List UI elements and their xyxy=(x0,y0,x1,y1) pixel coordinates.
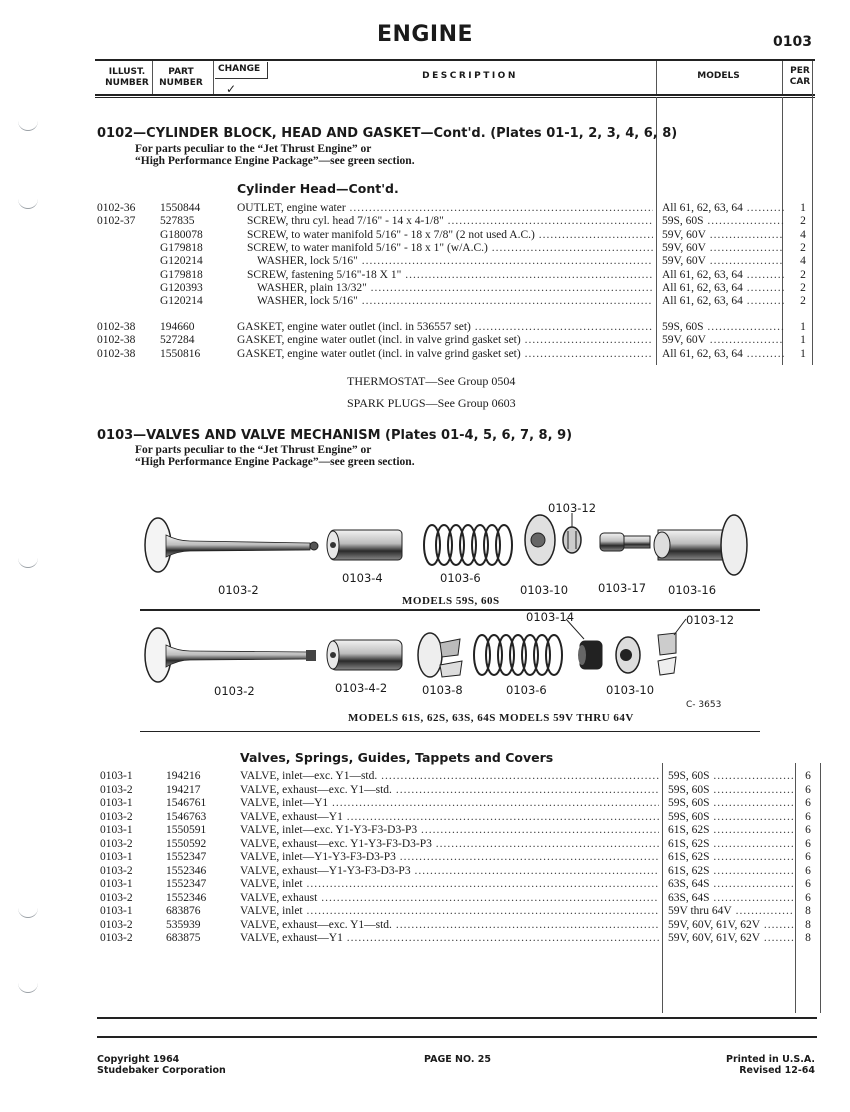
illust-number: 0102-36 xyxy=(97,202,136,214)
callout-label: 0103-4-2 xyxy=(335,681,388,695)
callout-label: 0103-4 xyxy=(342,571,383,585)
per-car: 2 xyxy=(800,268,806,281)
illust-number: 0103-1 xyxy=(100,851,133,863)
copyright: Copyright 1964 Studebaker Corporation xyxy=(97,1054,226,1076)
models: 59S, 60S ..... xyxy=(668,784,794,797)
per-car: 2 xyxy=(800,241,806,254)
per-car: 6 xyxy=(805,783,811,796)
per-car: 6 xyxy=(805,837,811,850)
table-row xyxy=(0,797,850,810)
illust-number: 0102-38 xyxy=(97,334,136,347)
section-note: For parts peculiar to the “Jet Thrust Engine” or “High Performance Engine Package”—see green section. xyxy=(135,444,415,468)
models: 59S, 60S ..... xyxy=(662,215,784,228)
illust-number: 0103-1 xyxy=(100,797,133,809)
illust-number: 0103-2 xyxy=(100,837,133,850)
table-row xyxy=(0,919,850,932)
models: All 61, 62, 63, 64 ..... xyxy=(662,269,784,282)
part-number: 1552347 xyxy=(166,851,207,863)
divider-line xyxy=(97,1017,817,1019)
part-number: 1550591 xyxy=(166,824,207,836)
callout-label: 0103-14 xyxy=(526,610,575,624)
description: VALVE, exhaust—exc. Y1—std. ..... xyxy=(240,919,659,932)
valve-part xyxy=(145,518,318,572)
illust-number: 0103-2 xyxy=(100,932,133,944)
per-car: 6 xyxy=(805,851,811,863)
valve-rotator-part xyxy=(566,619,602,669)
part-number: 194217 xyxy=(166,783,201,796)
callout-label: 0103-6 xyxy=(506,683,547,697)
description: VALVE, exhaust—Y1 ..... xyxy=(240,811,659,824)
part-number: 1552346 xyxy=(166,891,207,904)
binder-hole-mark xyxy=(18,980,38,993)
figure-code: C- 3653 xyxy=(686,700,722,710)
illust-number: 0103-2 xyxy=(100,918,133,931)
models: 59V, 60V ..... xyxy=(662,229,784,242)
table-row xyxy=(0,838,850,851)
table-row xyxy=(0,255,850,268)
subhead-valves: Valves, Springs, Guides, Tappets and Covers xyxy=(240,750,554,765)
models: 61S, 62S ..... xyxy=(668,838,794,851)
valve-spring-part xyxy=(424,525,512,565)
per-car: 1 xyxy=(800,347,806,360)
part-number: G120214 xyxy=(160,255,203,268)
callout-label: 0103-16 xyxy=(668,583,717,597)
part-number: 527284 xyxy=(160,334,195,347)
divider-line xyxy=(140,731,760,732)
models: 61S, 62S ..... xyxy=(668,851,794,864)
models: All 61, 62, 63, 64 ..... xyxy=(662,295,784,308)
table-row xyxy=(0,932,850,945)
part-number: 1550844 xyxy=(160,202,201,214)
part-number: 1550816 xyxy=(160,347,201,360)
per-car: 1 xyxy=(800,321,806,333)
per-car: 2 xyxy=(800,281,806,294)
divider-line xyxy=(97,1036,817,1038)
page-title: ENGINE xyxy=(376,22,474,47)
models: 59V, 60V, 61V, 62V ..... xyxy=(668,919,794,932)
crossref-spark-plugs: SPARK PLUGS—See Group 0603 xyxy=(347,396,516,410)
illust-number: 0103-1 xyxy=(100,905,133,917)
models: 59S, 60S ..... xyxy=(668,770,794,783)
description: VALVE, exhaust ..... xyxy=(240,892,659,905)
binder-hole-mark xyxy=(18,555,38,568)
description: VALVE, exhaust—exc. Y1-Y3-F3-D3-P3 ..... xyxy=(240,838,659,851)
illust-number: 0103-1 xyxy=(100,878,133,890)
header-models: MODELS xyxy=(697,71,740,81)
header-change: CHANGE xyxy=(218,64,261,74)
binder-hole-mark xyxy=(18,118,38,131)
page-number: PAGE NO. 25 xyxy=(424,1054,491,1065)
models: 59V, 60V ..... xyxy=(662,255,784,268)
table-row xyxy=(0,215,850,228)
table-row xyxy=(0,784,850,797)
part-number: G179818 xyxy=(160,241,203,254)
valve-retainer-part xyxy=(616,637,640,673)
part-number: 1552346 xyxy=(166,864,207,877)
group-code: 0103 xyxy=(773,34,812,50)
part-number: G179818 xyxy=(160,268,203,281)
models: All 61, 62, 63, 64 ..... xyxy=(662,202,784,215)
per-car: 6 xyxy=(805,810,811,823)
table-row xyxy=(0,242,850,255)
section-note: For parts peculiar to the “Jet Thrust Engine” or “High Performance Engine Package”—see green section. xyxy=(135,143,415,167)
description: WASHER, lock 5/16" ..... xyxy=(257,295,653,308)
description: VALVE, inlet—exc. Y1—std. ..... xyxy=(240,770,659,783)
part-number: G120214 xyxy=(160,295,203,308)
per-car: 8 xyxy=(805,905,811,917)
header-per-car: PER CAR xyxy=(789,66,811,87)
part-number: 527835 xyxy=(160,215,195,228)
valve-seal-part xyxy=(418,633,462,677)
models: 59S, 60S ..... xyxy=(668,811,794,824)
description: SCREW, to water manifold 5/16" - 18 x 1" (w/A.C.) ..... xyxy=(247,242,653,255)
illust-number: 0103-2 xyxy=(100,810,133,823)
valve-spring-part xyxy=(474,635,562,675)
table-row xyxy=(0,878,850,891)
models: 59S, 60S ..... xyxy=(662,321,784,334)
callout-label: 0103-12 xyxy=(686,613,735,627)
table-row xyxy=(0,905,850,918)
valve-retainer-part xyxy=(525,515,555,565)
part-number: 1552347 xyxy=(166,878,207,890)
print-info: Printed in U.S.A. Revised 12-64 xyxy=(726,1054,815,1076)
models: 63S, 64S ..... xyxy=(668,878,794,891)
models: 61S, 62S ..... xyxy=(668,824,794,837)
table-row xyxy=(0,321,850,334)
description: VALVE, inlet ..... xyxy=(240,878,659,891)
models: 59V, 60V, 61V, 62V ..... xyxy=(668,932,794,945)
part-number: 683875 xyxy=(166,932,201,944)
description: GASKET, engine water outlet (incl. in valve grind gasket set) ..... xyxy=(237,334,653,347)
valve-part xyxy=(145,628,316,682)
header-part-number: PART NUMBER xyxy=(159,67,203,88)
description: SCREW, to water manifold 5/16" - 18 x 7/8" (2 not used A.C.) ..... xyxy=(247,229,653,242)
illust-number: 0103-2 xyxy=(100,891,133,904)
tappet-adjuster-part xyxy=(600,533,650,551)
header-description: DESCRIPTION xyxy=(422,71,518,81)
part-number: 194216 xyxy=(166,770,201,782)
section-title-0103: 0103—VALVES AND VALVE MECHANISM (Plates 01-4, 5, 6, 7, 8, 9) xyxy=(97,428,573,443)
description: VALVE, exhaust—exc. Y1—std. ..... xyxy=(240,784,659,797)
per-car: 6 xyxy=(805,797,811,809)
per-car: 6 xyxy=(805,824,811,836)
table-row xyxy=(0,269,850,282)
part-number: 683876 xyxy=(166,905,201,917)
models: 59V, 60V ..... xyxy=(662,242,784,255)
illust-number: 0103-1 xyxy=(100,824,133,836)
section-title-0102: 0102—CYLINDER BLOCK, HEAD AND GASKET—Cont'd. (Plates 01-1, 2, 3, 4, 6, 8) xyxy=(97,126,678,141)
part-number: G120393 xyxy=(160,281,203,294)
per-car: 6 xyxy=(805,878,811,890)
table-row xyxy=(0,865,850,878)
table-row xyxy=(0,202,850,215)
valve-lock-part xyxy=(563,513,581,553)
description: SCREW, fastening 5/16"-18 X 1" ..... xyxy=(247,269,653,282)
description: VALVE, inlet—Y1 ..... xyxy=(240,797,659,810)
per-car: 1 xyxy=(800,334,806,347)
diagram-caption: MODELS 59S, 60S xyxy=(402,595,500,607)
per-car: 4 xyxy=(800,228,806,241)
part-number: 1546761 xyxy=(166,797,207,809)
part-number: G180078 xyxy=(160,228,203,241)
table-row xyxy=(0,295,850,308)
models: All 61, 62, 63, 64 ..... xyxy=(662,348,784,361)
per-car: 4 xyxy=(800,255,806,268)
callout-label: 0103-2 xyxy=(214,684,255,698)
checkmark-icon: ✓ xyxy=(226,82,237,96)
per-car: 1 xyxy=(800,202,806,214)
description: GASKET, engine water outlet (incl. in 536557 set) ..... xyxy=(237,321,653,334)
illust-number: 0103-2 xyxy=(100,864,133,877)
description: VALVE, inlet—Y1-Y3-F3-D3-P3 ..... xyxy=(240,851,659,864)
description: VALVE, inlet—exc. Y1-Y3-F3-D3-P3 ..... xyxy=(240,824,659,837)
description: VALVE, exhaust—Y1 ..... xyxy=(240,932,659,945)
part-number: 1550592 xyxy=(166,837,207,850)
subhead-cylinder-head: Cylinder Head—Cont'd. xyxy=(237,181,399,196)
part-number: 1546763 xyxy=(166,810,207,823)
table-row xyxy=(0,282,850,295)
models: 59V thru 64V ..... xyxy=(668,905,794,918)
table-row xyxy=(0,348,850,361)
header-illust-number: ILLUST. NUMBER xyxy=(105,67,149,88)
illust-number: 0102-38 xyxy=(97,321,136,333)
table-row xyxy=(0,770,850,783)
table-row xyxy=(0,824,850,837)
models: 59V, 60V ..... xyxy=(662,334,784,347)
valve-mechanism-illustration xyxy=(130,495,780,730)
description: SCREW, thru cyl. head 7/16" - 14 x 4-1/8" ..... xyxy=(247,215,653,228)
description: WASHER, plain 13/32" ..... xyxy=(257,282,653,295)
valve-guide-part xyxy=(327,530,402,560)
callout-label: 0103-10 xyxy=(520,583,569,597)
crossref-thermostat: THERMOSTAT—See Group 0504 xyxy=(347,374,516,388)
per-car: 8 xyxy=(805,932,811,944)
per-car: 2 xyxy=(800,295,806,308)
description: GASKET, engine water outlet (incl. in valve grind gasket set) ..... xyxy=(237,348,653,361)
models: 61S, 62S ..... xyxy=(668,865,794,878)
tappet-part xyxy=(654,515,747,575)
models: All 61, 62, 63, 64 ..... xyxy=(662,282,784,295)
valve-lock-part xyxy=(658,619,686,675)
part-number: 194660 xyxy=(160,321,195,333)
description: VALVE, inlet ..... xyxy=(240,905,659,918)
callout-label: 0103-8 xyxy=(422,683,463,697)
table-row xyxy=(0,811,850,824)
models: 59S, 60S ..... xyxy=(668,797,794,810)
callout-label: 0103-17 xyxy=(598,581,647,595)
valve-guide-part xyxy=(327,640,402,670)
table-row xyxy=(0,851,850,864)
illust-number: 0103-2 xyxy=(100,783,133,796)
table-row xyxy=(0,334,850,347)
callout-label: 0103-6 xyxy=(440,571,481,585)
per-car: 6 xyxy=(805,864,811,877)
illust-number: 0102-38 xyxy=(97,347,136,360)
part-number: 535939 xyxy=(166,918,201,931)
per-car: 6 xyxy=(805,891,811,904)
table-row xyxy=(0,229,850,242)
illust-number: 0103-1 xyxy=(100,770,133,782)
illust-number: 0102-37 xyxy=(97,215,136,228)
diagram-caption: MODELS 61S, 62S, 63S, 64S MODELS 59V THRU 64V xyxy=(348,712,634,724)
models: 63S, 64S ..... xyxy=(668,892,794,905)
per-car: 8 xyxy=(805,918,811,931)
callout-label: 0103-12 xyxy=(548,501,597,515)
description: VALVE, exhaust—Y1-Y3-F3-D3-P3 ..... xyxy=(240,865,659,878)
description: OUTLET, engine water ..... xyxy=(237,202,653,215)
callout-label: 0103-2 xyxy=(218,583,259,597)
callout-label: 0103-10 xyxy=(606,683,655,697)
per-car: 6 xyxy=(805,770,811,782)
per-car: 2 xyxy=(800,215,806,228)
table-row xyxy=(0,892,850,905)
description: WASHER, lock 5/16" ..... xyxy=(257,255,653,268)
